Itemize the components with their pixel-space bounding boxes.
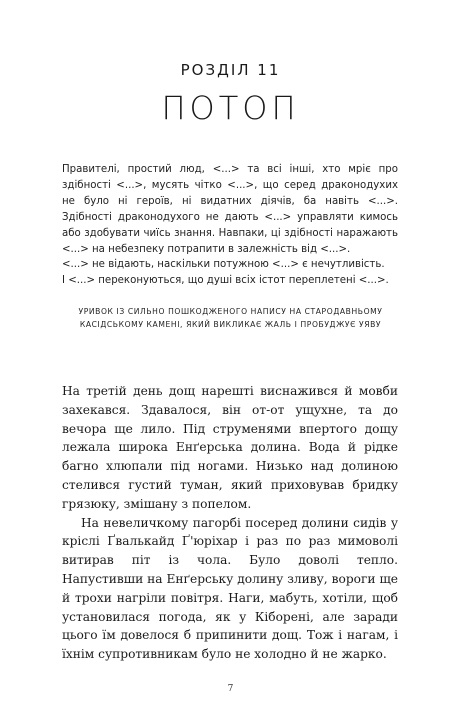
epigraph	[62, 162, 398, 289]
body-paragraph: На невеличкому пагорбі посеред долини сидів у кріслі Ґвалькайд Ґ'юріхар і раз по раз мимоволі витирав піт із чола. Було доволі тепло. Напустивши на Енґерську долину зливу, вороги ще й трохи нагріли повітря. Наги, мабуть, хотіли, щоб установилася погода, як у Кіборені, але заради цього їм довелося б припинити дощ. Тож і нагам, і їхнім супротивникам було не холодно й не жарко.	[62, 515, 398, 662]
epigraph-paragraph: <...> не відають, наскільки потужною <...> є нечутливість.	[62, 259, 385, 271]
chapter-title: ПОТОП	[161, 89, 300, 127]
epigraph-paragraph: Правителі, простий люд, <...> та всі інші, хто мріє про здібності <...>, мусять чітко <...>, що серед драконодухих не було ні героїв, ні видатних діячів, ба навіть <...>. Здібності драконодухого не дають <...> управляти кимось або здобувати чиїсь знання. Навпаки, ці здібності наражають <...> на небезпеку потрапити в залежність від <...>.	[62, 164, 398, 255]
body-paragraph: На третій день дощ нарешті виснажився й мовби захекався. Здавалося, він от-от ущухне, та до вечора ще лило. Під струменями впертого дощу лежала широка Енґерська долина. Вода й рідке багно хлюпали під ногами. Низько над долиною стелився густий туман, який приховував бридку грязюку, змішану з попелом.	[62, 384, 398, 511]
chapter-body	[62, 382, 398, 664]
page-number: 7	[227, 684, 234, 694]
epigraph-source: УРИВОК ІЗ СИЛЬНО ПОШКОДЖЕНОГО НАПИСУ НА СТАРОДАВНЬОМУ КАСІДСЬКОМУ КАМЕНІ, ЯКИЙ ВИКЛИКАЄ ЖАЛЬ І ПРОБУДЖУЄ УЯВУ	[78, 307, 383, 329]
epigraph-paragraph: І <...> переконуються, що душі всіх істот переплетені <...>.	[62, 275, 389, 287]
chapter-label: РОЗДІЛ 11	[180, 61, 281, 79]
